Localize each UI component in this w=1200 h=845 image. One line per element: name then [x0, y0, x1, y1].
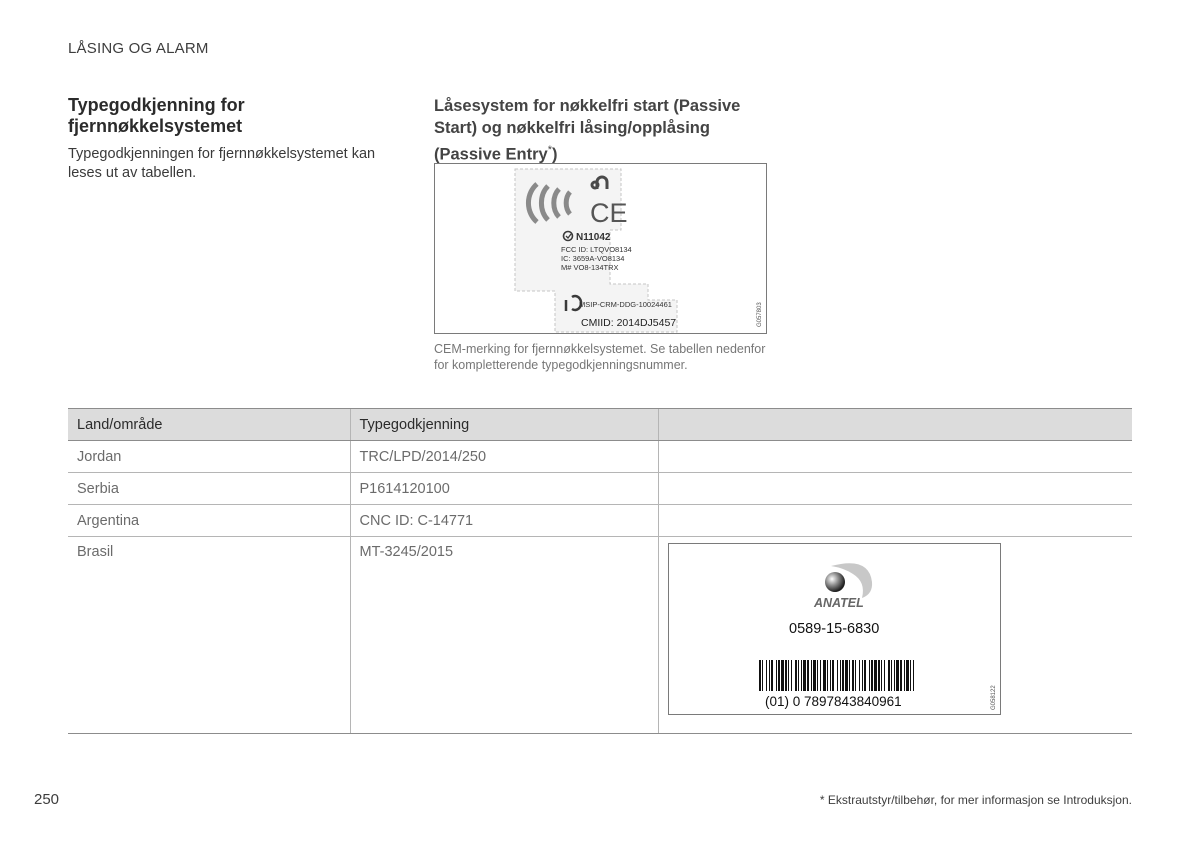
- table-row: [68, 441, 1132, 473]
- anatel-label-illustration: [669, 544, 1000, 714]
- cem-label-illustration: [435, 164, 766, 333]
- country-cell: Brasil: [68, 537, 350, 734]
- left-column: [68, 95, 408, 183]
- msip-text: MSIP-CRM-DDG-10024461: [579, 300, 672, 309]
- table-row: [68, 473, 1132, 505]
- optional-equipment-mark: *: [547, 144, 553, 156]
- anatel-number-text: 0589-15-6830: [788, 621, 879, 637]
- barcode-number-text: (01) 0 7897843840961: [764, 694, 902, 709]
- approval-cell: MT-3245/2015: [350, 537, 658, 734]
- anatel-logo-text: ANATEL: [813, 596, 864, 610]
- type-approval-table: [68, 408, 1132, 734]
- cem-label-figure: [434, 163, 767, 334]
- right-heading-close: ): [552, 145, 558, 164]
- page-number: 250: [34, 791, 60, 808]
- anatel-label-figure: [668, 543, 1001, 715]
- cmiid-text: CMIID: 2014DJ5457: [581, 317, 677, 329]
- right-column: [434, 95, 774, 166]
- right-heading: [434, 95, 774, 166]
- left-body-text: Typegodkjenningen for fjernnøkkelsystemet kan leses ut av tabellen.: [68, 146, 376, 181]
- right-heading-text: Låsesystem for nøkkelfri start (Passive Start) og nøkkelfri låsing/opplåsing (Passive Entry: [434, 97, 741, 164]
- model-text: M# VO8-134TRX: [561, 263, 619, 272]
- approval-cell: TRC/LPD/2014/250: [350, 441, 658, 473]
- fcc-id-text: FCC ID: LTQVO8134: [561, 245, 632, 254]
- anatel-figure-code-text: G058122: [990, 685, 997, 710]
- ce-mark-icon: CE: [590, 198, 628, 228]
- empty-cell: [658, 441, 1132, 473]
- table-header-row: [68, 409, 1132, 441]
- ic-text: IC: 3659A-VO8134: [561, 254, 625, 263]
- approval-cell: P1614120100: [350, 473, 658, 505]
- column-header-country: Land/område: [68, 409, 350, 441]
- country-cell: Serbia: [68, 473, 350, 505]
- footnote: * Ekstrautstyr/tilbehør, for mer informasjon se Introduksjon.: [819, 793, 1132, 807]
- figure-caption: CEM-merking for fjernnøkkelsystemet. Se tabellen nedenfor for kompletterende typegodkjenningsnummer.: [434, 342, 766, 372]
- anatel-logo-icon: [825, 563, 872, 598]
- empty-cell: [658, 473, 1132, 505]
- empty-cell: [658, 505, 1132, 537]
- country-cell: Jordan: [68, 441, 350, 473]
- column-header-image: [658, 409, 1132, 441]
- country-cell: Argentina: [68, 505, 350, 537]
- section-header: LÅSING OG ALARM: [68, 40, 209, 57]
- n-number-text: N11042: [576, 232, 611, 243]
- column-header-approval: Typegodkjenning: [350, 409, 658, 441]
- left-heading: Typegodkjenning for fjernnøkkelsystemet: [68, 95, 245, 136]
- figure-code-text: G057803: [757, 302, 763, 327]
- table-row: [68, 505, 1132, 537]
- anatel-image-cell: [658, 537, 1132, 734]
- table-row: [68, 537, 1132, 734]
- approval-cell: CNC ID: C-14771: [350, 505, 658, 537]
- barcode-icon: [759, 660, 914, 691]
